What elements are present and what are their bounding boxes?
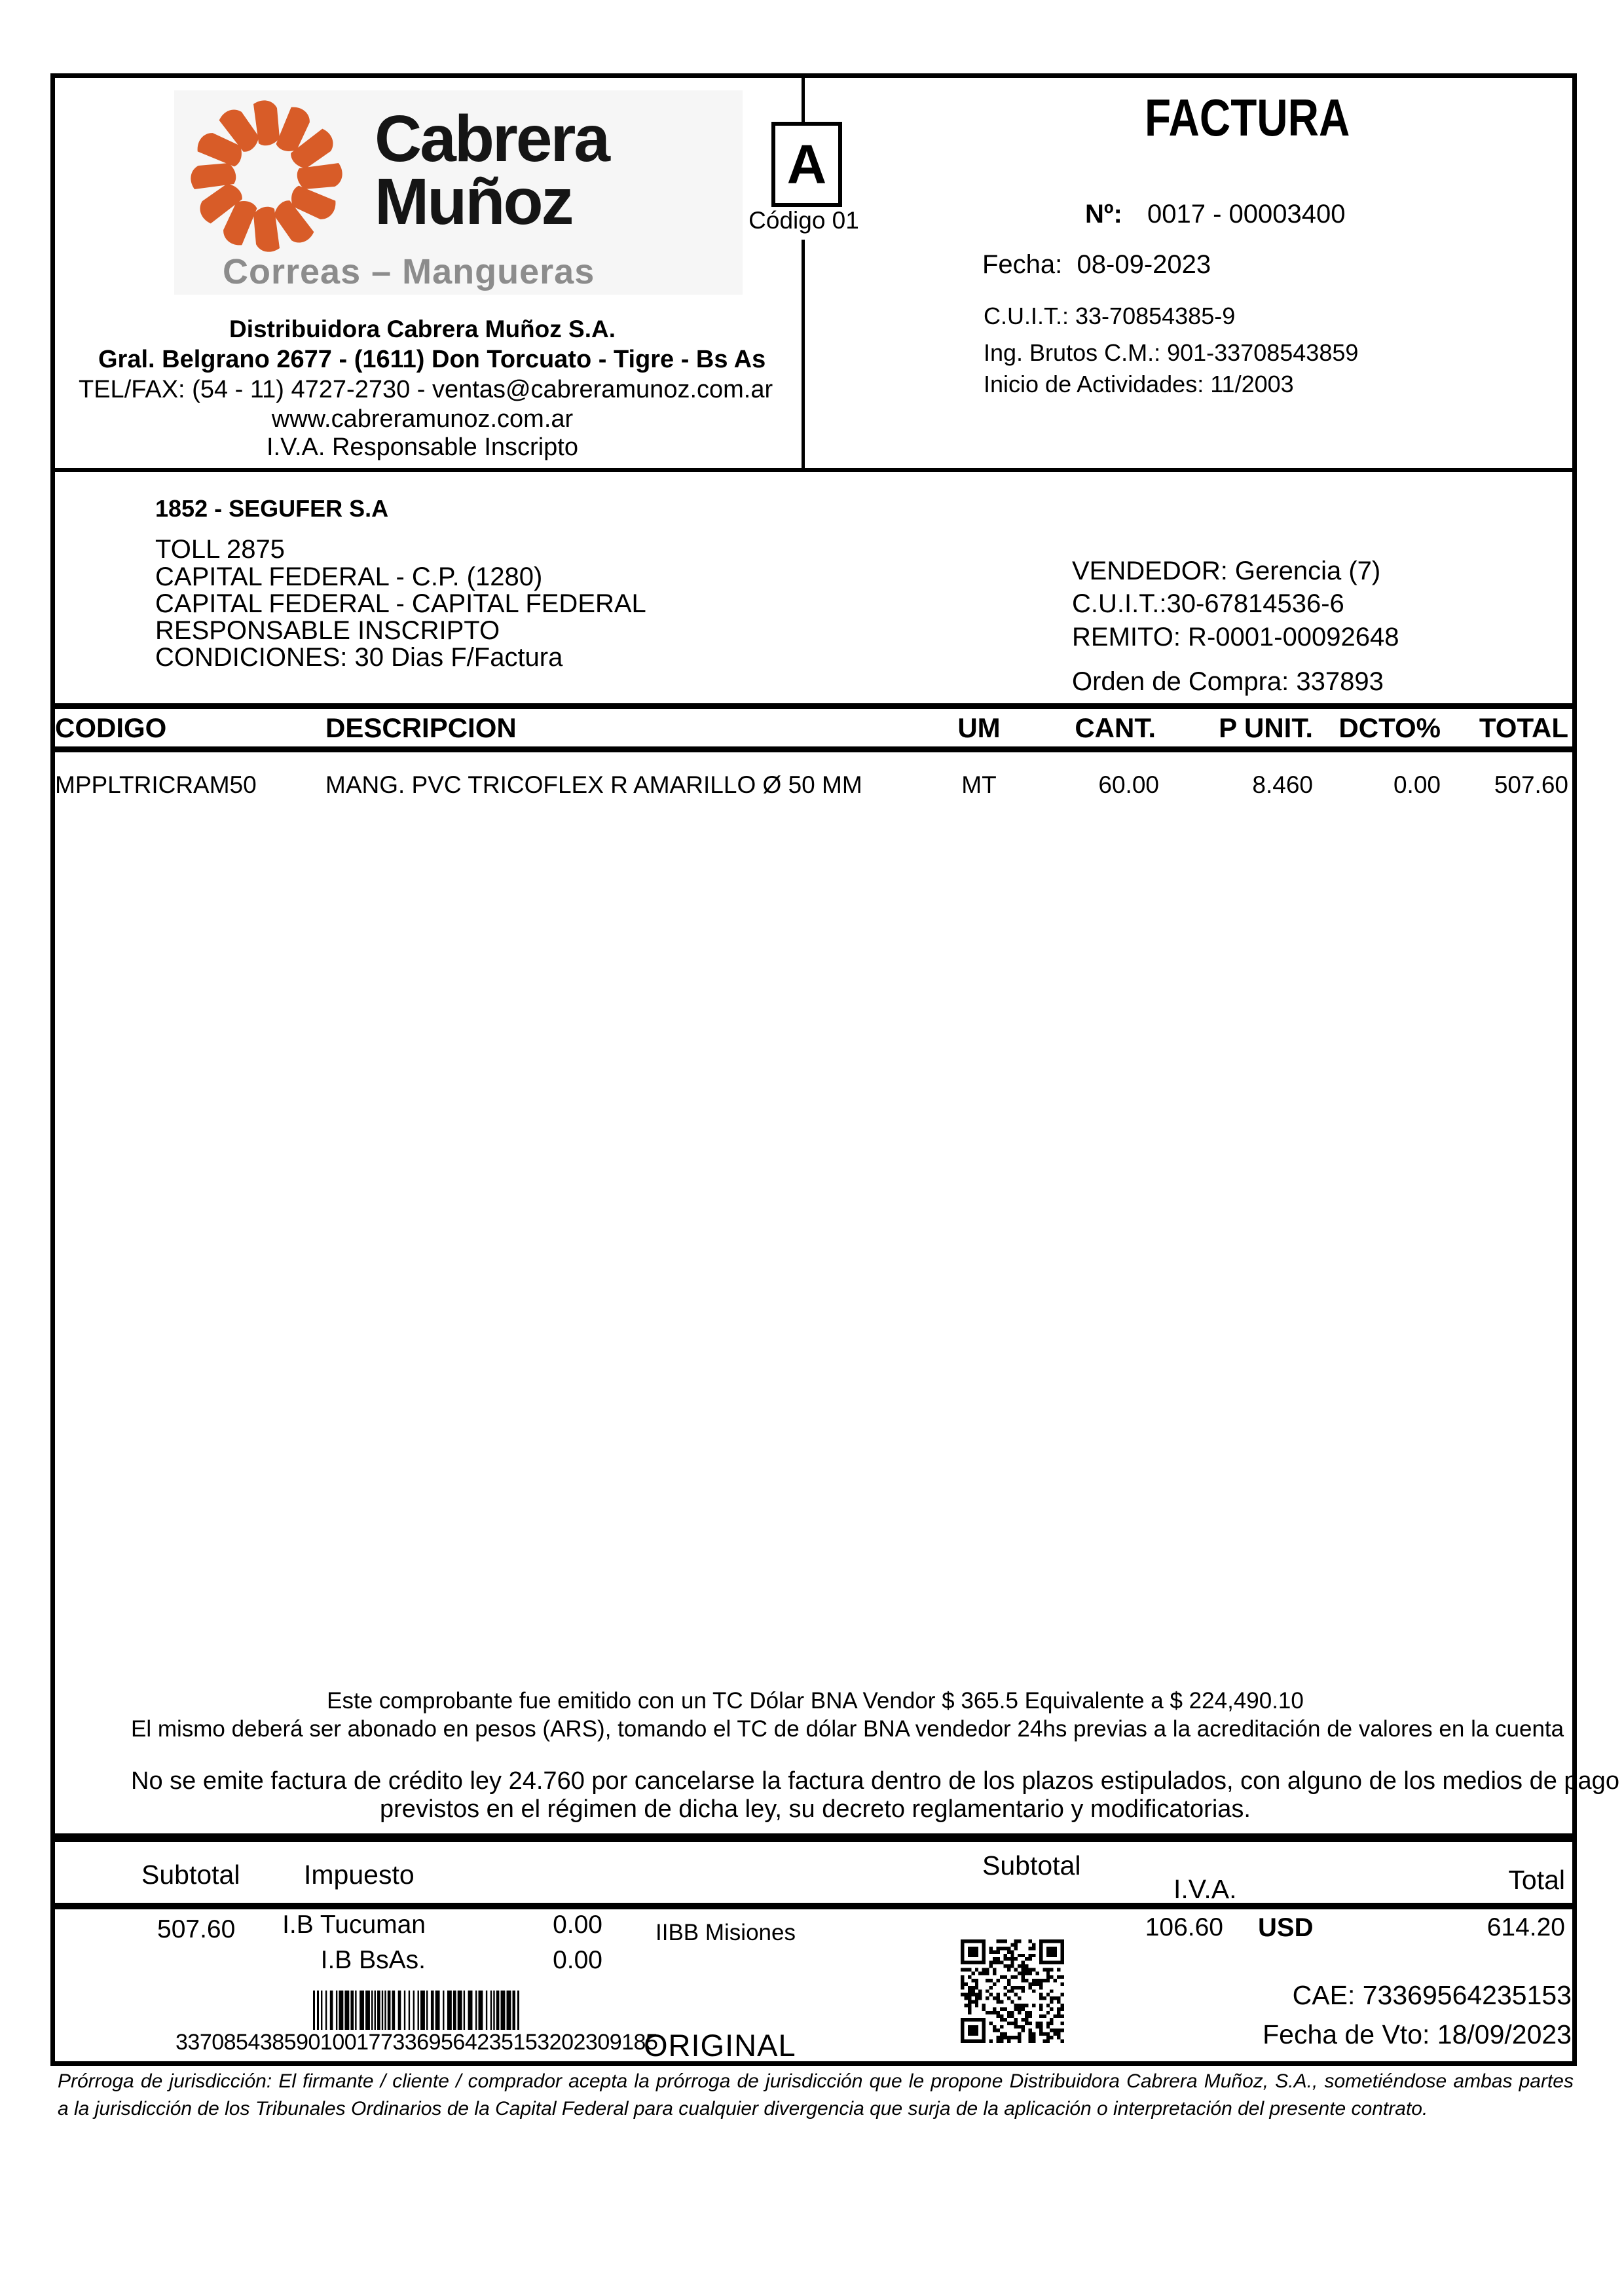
sale-remito-line: REMITO: R-0001-00092648 — [1072, 623, 1399, 652]
col-header-dcto: DCTO% — [1338, 712, 1441, 743]
subtotal2-label: Subtotal — [982, 1850, 1081, 1881]
item-discount: 0.00 — [1393, 771, 1441, 798]
legal-footer-line2: a la jurisdicción de los Tribunales Ordinarios de la Capital Federal para cualquier divergencia que surja de la aplicación o interpretación del presente contrato. — [58, 2098, 1428, 2120]
invoice-date: 08-09-2023 — [1077, 250, 1211, 279]
invoice-barcode — [313, 1991, 519, 2030]
logo-text-line1: Cabrera — [375, 102, 608, 175]
customer-conditions: CONDICIONES: 30 Dias F/Factura — [155, 643, 563, 672]
company-cuit-line: C.U.I.T.: 33-70854385-9 — [984, 303, 1236, 329]
legal-footer-line1: Prórroga de jurisdicción: El firmante / cliente / comprador acepta la prórroga de jurisdicción que le propone Distribuidora Cabrera Muñoz, S.A., sometiéndose ambas partes — [58, 2070, 1574, 2092]
barcode-number: 3370854385901001773369564235153202309185 — [175, 2030, 658, 2055]
tax-value-2: 0.00 — [553, 1946, 602, 1974]
item-um: MT — [961, 771, 997, 798]
invoice-type-box — [771, 122, 842, 207]
item-qty: 60.00 — [1098, 771, 1159, 798]
company-activity-line: Inicio de Actividades: 11/2003 — [984, 371, 1294, 397]
header-client-divider — [50, 468, 1577, 472]
note-credit-line2: previstos en el régimen de dicha ley, su decreto reglamentario y modificatorias. — [380, 1795, 1251, 1823]
col-header-descripcion: DESCRIPCION — [325, 712, 517, 743]
iva-label: I.V.A. — [1173, 1874, 1237, 1904]
cae-line: CAE: 73369564235153 — [1292, 1980, 1572, 2010]
invoice-type-letter: A — [786, 133, 827, 195]
customer-code-name: 1852 - SEGUFER S.A — [155, 495, 389, 522]
customer-street: TOLL 2875 — [155, 535, 285, 564]
item-unit-price: 8.460 — [1252, 771, 1313, 798]
company-name: Distribuidora Cabrera Muñoz S.A. — [229, 316, 616, 342]
table-header-bottom-rule — [50, 746, 1577, 752]
impuesto-label: Impuesto — [304, 1860, 415, 1890]
center-divider-upper — [802, 73, 805, 122]
invoice-date-line — [982, 250, 1211, 280]
note-tc-line2: El mismo deberá ser abonado en pesos (ARS), tomando el TC de dólar BNA vendedor 24hs previas a la acreditación de valores en la cuenta — [131, 1716, 1564, 1742]
tax-name-2: I.B BsAs. — [320, 1946, 426, 1974]
col-header-um: UM — [957, 712, 1001, 743]
col-header-codigo: CODIGO — [55, 712, 167, 743]
company-contact: TEL/FAX: (54 - 11) 4727-2730 - ventas@cabreramunoz.com.ar — [79, 376, 773, 403]
customer-province: CAPITAL FEDERAL - CAPITAL FEDERAL — [155, 589, 646, 618]
tax-name-1: I.B Tucuman — [282, 1911, 426, 1939]
totals-mid-rule — [50, 1903, 1577, 1909]
invoice-date-label: Fecha: — [982, 250, 1063, 279]
currency-code: USD — [1258, 1913, 1314, 1942]
company-address: Gral. Belgrano 2677 - (1611) Don Torcuato - Tigre - Bs As — [98, 346, 766, 373]
invoice-code-label: Código 01 — [748, 207, 859, 234]
sale-purchase-order-line: Orden de Compra: 337893 — [1072, 667, 1384, 696]
iibb-note: IIBB Misiones — [655, 1920, 796, 1945]
company-website: www.cabreramunoz.com.ar — [271, 405, 574, 433]
table-header-top-rule — [50, 703, 1577, 709]
company-iibb-line: Ing. Brutos C.M.: 901-33708543859 — [984, 339, 1359, 366]
logo-subtitle: Correas – Mangueras — [223, 252, 595, 291]
subtotal-value: 507.60 — [157, 1915, 236, 1943]
note-tc-line1: Este comprobante fue emitido con un TC Dólar BNA Vendor $ 365.5 Equivalente a $ 224,490.10 — [327, 1688, 1304, 1714]
totals-top-rule — [50, 1833, 1577, 1842]
afip-qr-code — [961, 1939, 1064, 2043]
total-label: Total — [1508, 1865, 1565, 1895]
col-header-total: TOTAL — [1479, 712, 1568, 743]
item-total: 507.60 — [1494, 771, 1568, 798]
invoice-title: FACTURA — [1145, 88, 1350, 147]
logo-text-line2: Muñoz — [375, 165, 572, 238]
customer-city: CAPITAL FEDERAL - C.P. (1280) — [155, 562, 543, 591]
center-divider-lower — [802, 240, 805, 470]
total-value: 614.20 — [1486, 1913, 1565, 1941]
company-iva-status: I.V.A. Responsable Inscripto — [267, 433, 578, 461]
col-header-punit: P UNIT. — [1219, 712, 1313, 743]
item-code: MPPLTRICRAM50 — [55, 771, 257, 798]
col-header-cant: CANT. — [1075, 712, 1156, 743]
subtotal-label: Subtotal — [141, 1860, 240, 1890]
cae-due-line: Fecha de Vto: 18/09/2023 — [1263, 2019, 1572, 2049]
company-logo-spiral-icon — [187, 97, 346, 255]
item-description: MANG. PVC TRICOFLEX R AMARILLO Ø 50 MM — [325, 771, 862, 798]
tax-value-1: 0.00 — [553, 1911, 602, 1939]
copy-type-label: ORIGINAL — [644, 2028, 796, 2063]
iva-value: 106.60 — [1145, 1913, 1223, 1941]
invoice-number: 0017 - 00003400 — [1147, 200, 1346, 229]
sale-vendor-line: VENDEDOR: Gerencia (7) — [1072, 557, 1381, 585]
note-credit-line1: No se emite factura de crédito ley 24.760 por cancelarse la factura dentro de los plazos estipulados, con alguno de los medios de pago — [131, 1767, 1619, 1795]
invoice-number-label: Nº: — [1085, 200, 1122, 229]
customer-iva-status: RESPONSABLE INSCRIPTO — [155, 616, 500, 645]
sale-cuit-line: C.U.I.T.:30-67814536-6 — [1072, 589, 1344, 618]
